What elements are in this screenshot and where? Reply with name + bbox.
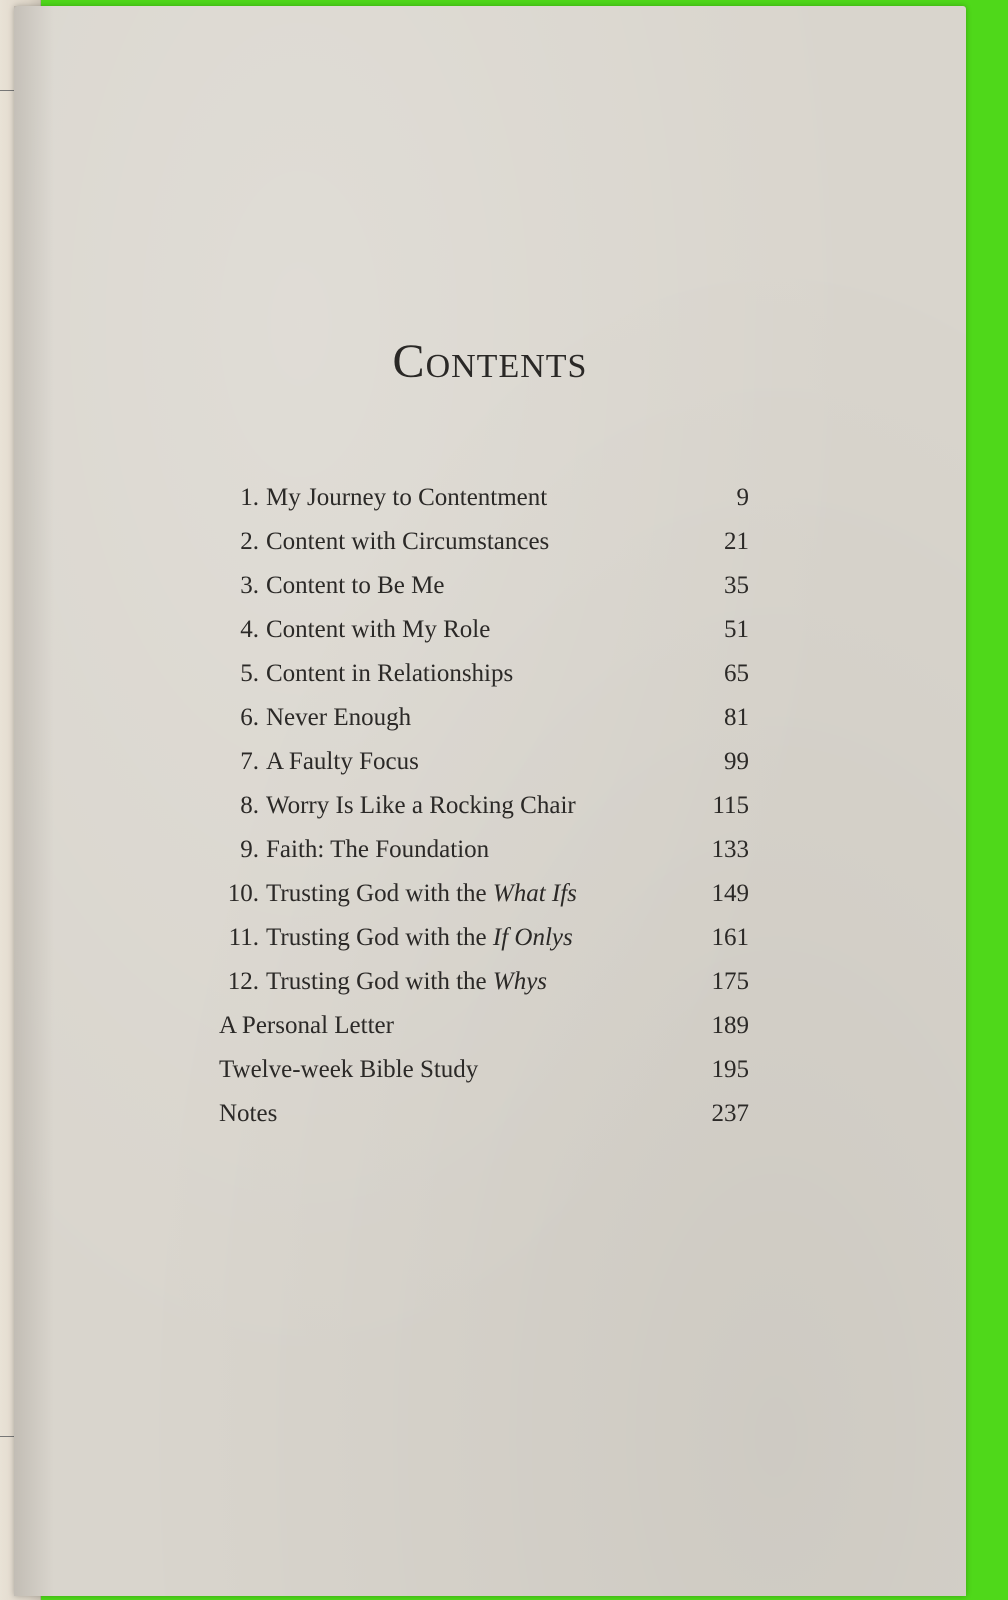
toc-entry-title: Content to Be Me [266,572,445,599]
toc-entry-title-italic: What Ifs [492,880,577,907]
toc-entry-title: My Journey to Contentment [266,484,548,511]
book-page [14,6,966,1596]
toc-entry-page: 133 [711,836,749,863]
toc-entry [219,572,749,616]
toc-entry-page: 115 [712,792,749,819]
toc-entry [219,880,749,924]
toc-entry [219,1100,749,1144]
toc-entry-title: Twelve-week Bible Study [219,1056,479,1083]
toc-entry-number: 10. [227,880,259,907]
toc-entry [219,1056,749,1100]
toc-entry [219,968,749,1012]
toc-entry-title: Trusting God with the What Ifs [266,880,577,907]
toc-entry [219,748,749,792]
toc-entry-number: 1. [240,484,259,511]
toc-entry [219,616,749,660]
toc-entry-title: Trusting God with the Whys [266,968,548,995]
toc-entry-title: Content in Relationships [266,660,514,687]
toc-entry-title: Trusting God with the If Onlys [266,924,573,951]
toc-entry-title: Faith: The Foundation [266,836,490,863]
toc-entry-title: Notes [219,1100,278,1127]
toc-entry-title: A Faulty Focus [266,748,419,775]
toc-entry [219,836,749,880]
toc-entry-number: 3. [240,572,259,599]
toc-entry [219,924,749,968]
toc-entry-page: 237 [711,1100,749,1127]
toc-entry-title: A Personal Letter [219,1012,394,1039]
toc-entry-number: 5. [240,660,259,687]
toc-entry-page: 81 [724,704,749,731]
toc-entry-title: Worry Is Like a Rocking Chair [266,792,576,819]
toc-entry-page: 99 [724,748,749,775]
toc-entry-title: Content with Circumstances [266,528,550,555]
toc-entry-page: 195 [711,1056,749,1083]
table-of-contents [219,484,749,1144]
toc-entry-title: Content with My Role [266,616,491,643]
toc-entry-number: 8. [240,792,259,819]
toc-entry-page: 161 [711,924,749,951]
toc-entry-page: 149 [711,880,749,907]
toc-entry-page: 51 [724,616,749,643]
toc-entry-number: 6. [240,704,259,731]
toc-entry [219,484,749,528]
toc-entry-page: 9 [736,484,749,511]
toc-entry [219,704,749,748]
toc-entry [219,792,749,836]
toc-entry-page: 21 [724,528,749,555]
toc-entry-number: 11. [228,924,259,951]
toc-entry-page: 35 [724,572,749,599]
toc-entry-number: 7. [240,748,259,775]
toc-entry-title: Never Enough [266,704,412,731]
toc-entry-page: 189 [711,1012,749,1039]
toc-entry-title-italic: If Onlys [492,924,573,951]
toc-entry [219,1012,749,1056]
toc-entry-number: 2. [240,528,259,555]
toc-entry-number: 4. [240,616,259,643]
toc-entry-page: 175 [711,968,749,995]
page-title: Contents [392,335,588,388]
toc-entry-page: 65 [724,660,749,687]
toc-entry-number: 9. [240,836,259,863]
toc-entry [219,528,749,572]
toc-entry-number: 12. [227,968,259,995]
toc-entry [219,660,749,704]
toc-entry-title-italic: Whys [492,968,548,995]
